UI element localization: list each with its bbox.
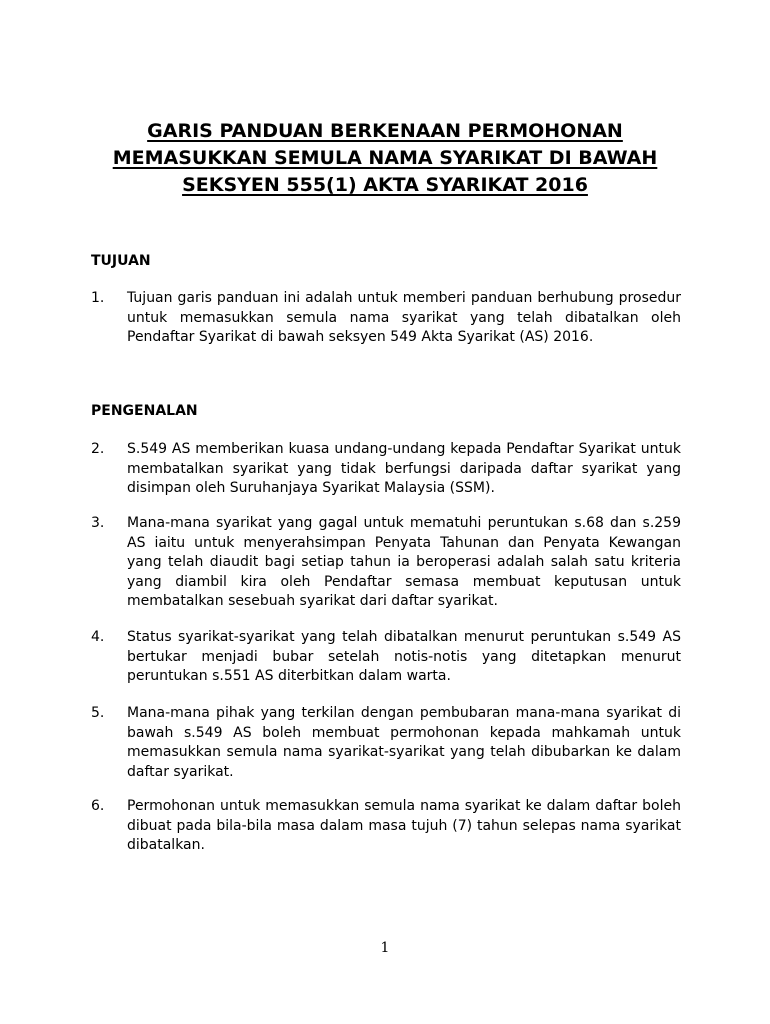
paragraph-number: 6.: [91, 798, 105, 814]
paragraph-3: [91, 514, 681, 612]
document-title: [80, 118, 690, 199]
paragraph-text: Permohonan untuk memasukkan semula nama syarikat ke dalam daftar boleh dibuat pada bila-bila masa dalam masa tujuh (7) tahun selepas nama syarikat dibatalkan.: [127, 798, 681, 853]
paragraph-4: [91, 628, 681, 687]
paragraph-6: [91, 797, 681, 856]
title-line-1: GARIS PANDUAN BERKENAAN PERMOHONAN: [147, 120, 623, 142]
title-line-2: MEMASUKKAN SEMULA NAMA SYARIKAT DI BAWAH: [112, 147, 658, 169]
page-number: 1: [380, 940, 390, 956]
paragraph-text: Mana-mana syarikat yang gagal untuk mematuhi peruntukan s.68 dan s.259 AS iaitu untuk menyerahsimpan Penyata Tahunan dan Penyata Kewangan yang telah diaudit bagi setiap tahun ia beroperasi adalah salah satu kriteria yang diambil kira oleh Pendaftar semasa membuat keputusan untuk membatalkan sesebuah syarikat dari daftar syarikat.: [127, 515, 681, 609]
paragraph-2: [91, 440, 681, 499]
paragraph-text: S.549 AS memberikan kuasa undang-undang kepada Pendaftar Syarikat untuk membatalkan syarikat yang tidak berfungsi daripada daftar syarikat yang disimpan oleh Suruhanjaya Syarikat Malaysia (SSM).: [127, 441, 681, 496]
section-heading-tujuan: TUJUAN: [91, 253, 151, 269]
section-heading-pengenalan: PENGENALAN: [91, 403, 198, 419]
title-line-3: SEKSYEN 555(1) AKTA SYARIKAT 2016: [182, 174, 588, 196]
paragraph-text: Mana-mana pihak yang terkilan dengan pembubaran mana-mana syarikat di bawah s.549 AS boleh membuat permohonan kepada mahkamah untuk memasukkan semula nama syarikat-syarikat yang telah dibubarkan ke dalam daftar syarikat.: [127, 705, 681, 780]
paragraph-text: Status syarikat-syarikat yang telah dibatalkan menurut peruntukan s.549 AS bertukar menjadi bubar setelah notis-notis yang ditetapkan menurut peruntukan s.551 AS diterbitkan dalam warta.: [127, 629, 681, 684]
paragraph-5: [91, 704, 681, 782]
paragraph-text: Tujuan garis panduan ini adalah untuk memberi panduan berhubung prosedur untuk memasukkan semula nama syarikat yang telah dibatalkan oleh Pendaftar Syarikat di bawah seksyen 549 Akta Syarikat (AS) 2016.: [127, 290, 681, 345]
paragraph-number: 5.: [91, 705, 105, 721]
paragraph-1: [91, 289, 681, 348]
paragraph-number: 2.: [91, 441, 105, 457]
paragraph-number: 3.: [91, 515, 105, 531]
paragraph-number: 1.: [91, 290, 105, 306]
paragraph-number: 4.: [91, 629, 105, 645]
